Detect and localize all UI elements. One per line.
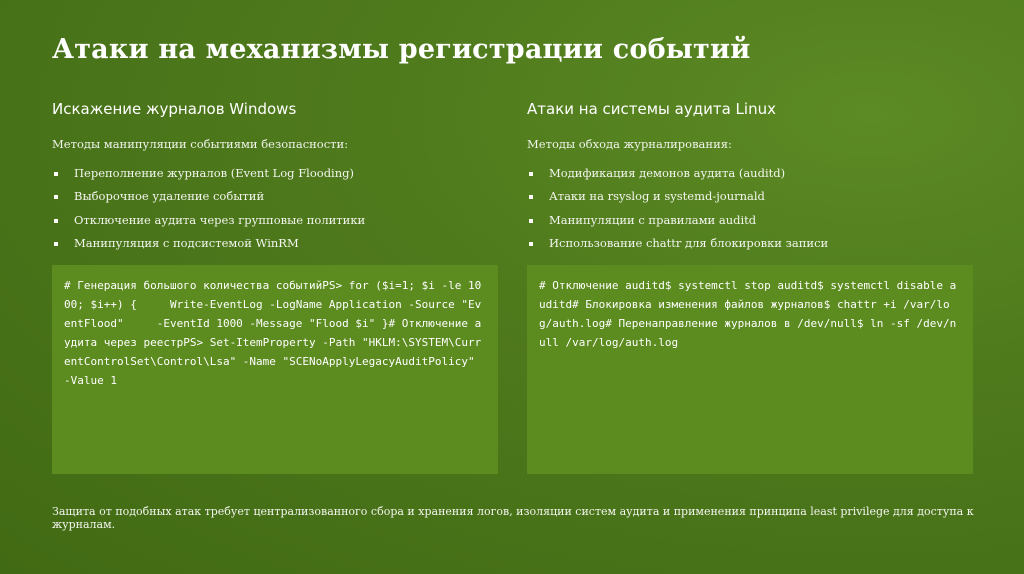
list-item: Модификация демонов аудита (auditd)	[527, 166, 973, 189]
list-item: Манипуляция с подсистемой WinRM	[52, 236, 498, 259]
linux-code-block: # Отключение auditd$ systemctl stop auditd$ systemctl disable auditd# Блокировка изменения файлов журналов$ chattr +i /var/log/auth.log# Перенаправление журналов в /dev/null$ ln -sf /dev/null /var/log/auth.log	[527, 265, 973, 474]
list-item: Переполнение журналов (Event Log Flooding)	[52, 166, 498, 189]
list-item: Атаки на rsyslog и systemd-journald	[527, 189, 973, 212]
windows-column	[52, 100, 498, 259]
list-item: Манипуляции с правилами auditd	[527, 213, 973, 236]
footer-note: Защита от подобных атак требует централизованного сбора и хранения логов, изоляции систем аудита и применения принципа least privilege для доступа к журналам.	[52, 505, 974, 531]
slide-title: Атаки на механизмы регистрации событий	[52, 34, 751, 65]
linux-column	[527, 100, 973, 259]
windows-intro: Методы манипуляции событиями безопасности:	[52, 137, 349, 151]
list-item: Использование chattr для блокировки записи	[527, 236, 973, 259]
windows-heading: Искажение журналов Windows	[52, 100, 297, 118]
linux-bullet-list	[527, 166, 973, 259]
list-item: Отключение аудита через групповые политики	[52, 213, 498, 236]
linux-intro: Методы обхода журналирования:	[527, 137, 732, 151]
windows-code-block: # Генерация большого количества событийPS> for ($i=1; $i -le 1000; $i++) { Write-EventLog -LogName Application -Source "EventFlood" -EventId 1000 -Message "Flood $i" }# Отключение аудита через реестрPS> Set-ItemProperty -Path "HKLM:\SYSTEM\CurrentControlSet\Control\Lsa" -Name "SCENoApplyLegacyAuditPolicy" -Value 1	[52, 265, 498, 474]
windows-bullet-list	[52, 166, 498, 259]
list-item: Выборочное удаление событий	[52, 189, 498, 212]
linux-heading: Атаки на системы аудита Linux	[527, 100, 776, 118]
